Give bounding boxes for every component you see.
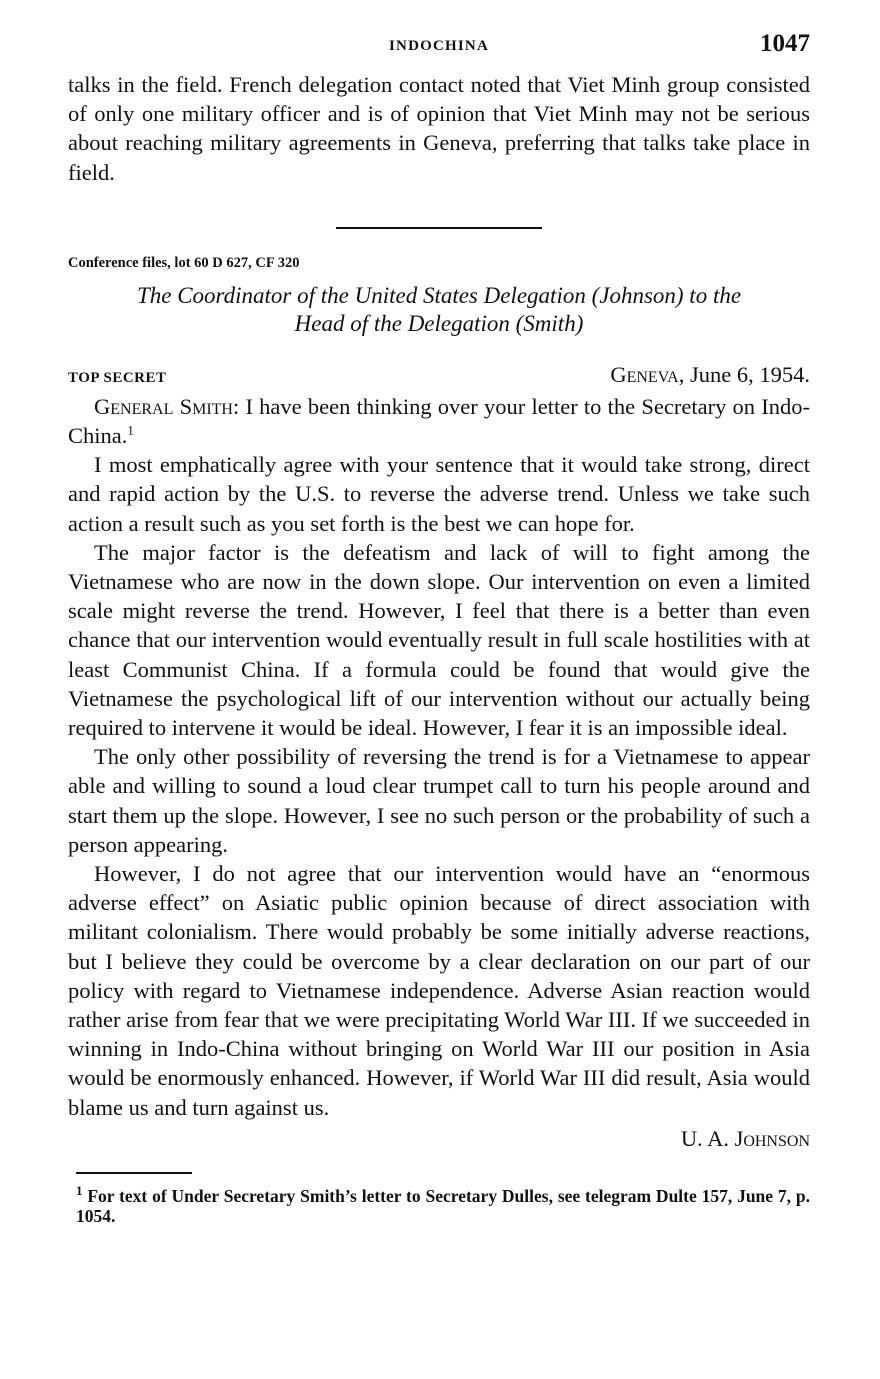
footnote-marker: 1 bbox=[76, 1183, 83, 1199]
salutation: General Smith: bbox=[94, 393, 240, 419]
dateline-date: June 6, 1954. bbox=[684, 361, 810, 387]
classification-row bbox=[68, 362, 810, 388]
document-title-line-1: The Coordinator of the United States Delegation (Johnson) to the bbox=[136, 282, 742, 308]
body-paragraph-1: I most emphatically agree with your sentence that it would take strong, direct and rapid action by the U.S. to reverse the adverse trend. Unless we take such action a result such as you set forth is the best we can hope for. bbox=[68, 452, 810, 536]
continued-paragraph: talks in the field. French delegation contact noted that Viet Minh group consisted of only one military officer and is of opinion that Viet Minh may not be serious about reaching military agreements in Geneva, preferring that talks take place in field. bbox=[68, 72, 810, 185]
signature: U. A. Johnson bbox=[680, 1125, 810, 1151]
body-paragraph-4: However, I do not agree that our intervention would have an “enormous adverse effect” on Asiatic public opinion because of direct association with militant colonialism. There would probably be some initially adverse reactions, but I believe they could be overcome by a clear declaration on our part of our policy with regard to Vietnamese independence. Adverse Asian reaction would rather arise from fear that we were precipitating World War III. If we succeeded in winning in Indo-China without bringing on World War III our position in Asia would be enormously enhanced. However, if World War III did result, Asia would blame us and turn against us. bbox=[68, 861, 810, 1120]
classification-label: TOP SECRET bbox=[68, 369, 167, 386]
dateline-place: Geneva, bbox=[610, 361, 685, 387]
opening-text: I have been thinking over your letter to the Secretary on Indo-China. bbox=[68, 393, 811, 449]
document-page bbox=[68, 30, 810, 1226]
document-title bbox=[68, 282, 810, 338]
source-citation: Conference files, lot 60 D 627, CF 320 bbox=[68, 254, 300, 271]
document-title-line-2: Head of the Delegation (Smith) bbox=[294, 310, 584, 336]
body-paragraph-2: The major factor is the defeatism and lack of will to fight among the Vietnamese who are now in the down slope. Our intervention on even a limited scale might reverse the trend. However, I feel that there is a better than even chance that our intervention would eventually result in full scale hostilities with at least Communist China. If a formula could be found that would give the Vietnamese the psychological lift of our intervention without our actually being required to intervene it would be ideal. However, I fear it is an impossible ideal. bbox=[68, 539, 810, 741]
footnote-divider bbox=[76, 1172, 192, 1174]
page-number: 1047 bbox=[760, 30, 810, 57]
dateline bbox=[610, 362, 810, 388]
footnote bbox=[68, 1183, 810, 1226]
running-head: INDOCHINA bbox=[389, 38, 489, 54]
body-paragraph-3: The only other possibility of reversing the trend is for a Vietnamese to appear able and willing to sound a loud clear trumpet call to turn his people around and start them up the slope. However, I see no such person or the probability of such a person appearing. bbox=[68, 744, 810, 857]
opening-paragraph bbox=[68, 392, 810, 450]
footnote-reference: 1 bbox=[127, 422, 134, 438]
footnote-text: For text of Under Secretary Smith’s letter to Secretary Dulles, see telegram Dulte 157, June 7, p. 1054. bbox=[76, 1185, 810, 1226]
page-header bbox=[68, 30, 810, 70]
section-divider bbox=[336, 227, 542, 229]
